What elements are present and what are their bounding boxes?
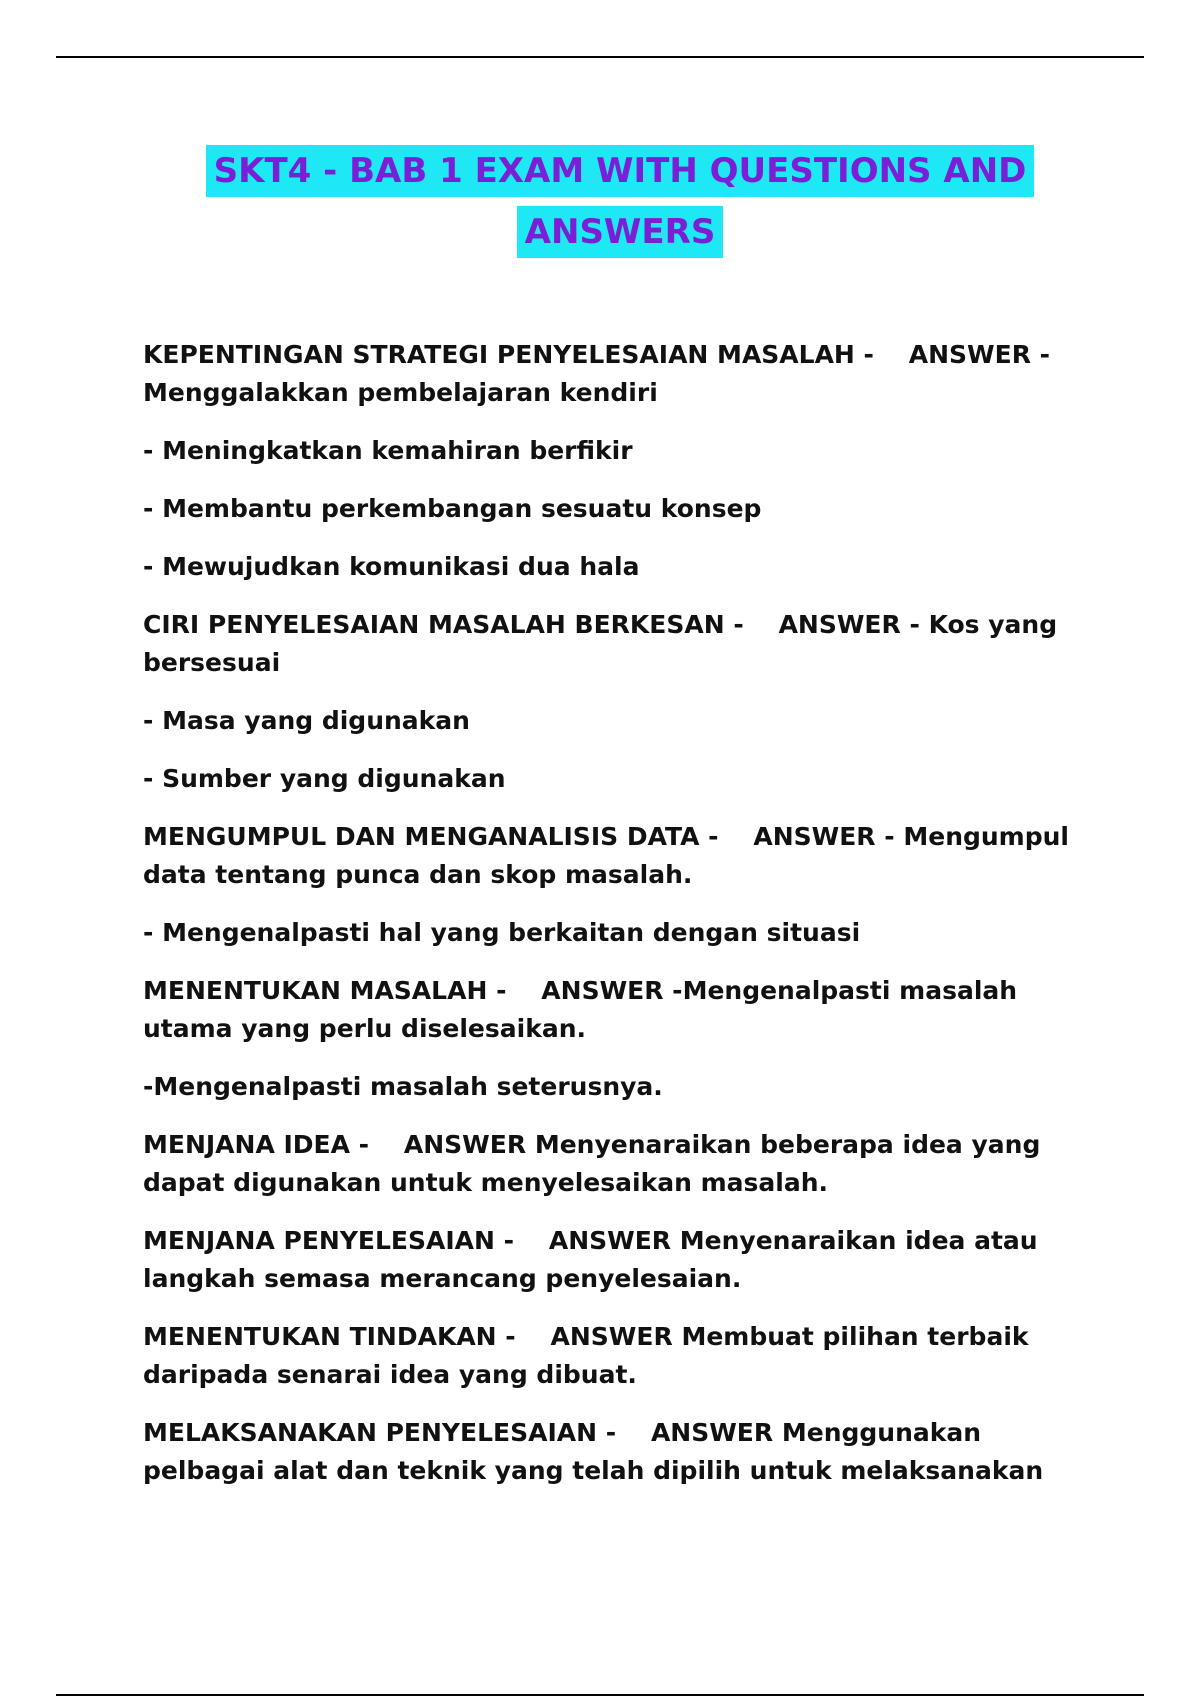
title-line-1: SKT4 - BAB 1 EXAM WITH QUESTIONS AND: [206, 145, 1035, 197]
answer-label: ANSWER -: [908, 340, 1051, 369]
answer-text: Menggunakan pelbagai alat dan teknik yang telah dipilih untuk melaksanakan: [143, 1418, 1044, 1485]
answer-text: Mengenalpasti masalah utama yang perlu diselesaikan.: [143, 976, 1018, 1043]
qa-content: [143, 336, 1083, 1510]
question-text: MENGUMPUL DAN MENGANALISIS DATA -: [143, 822, 719, 851]
answer-label: ANSWER -: [778, 610, 920, 639]
answer-label: ANSWER -: [541, 976, 683, 1005]
answer-point: - Meningkatkan kemahiran berfikir: [143, 436, 633, 465]
answer-label: ANSWER -: [753, 822, 895, 851]
answer-point: - Mengenalpasti hal yang berkaitan dengan situasi: [143, 918, 861, 947]
qa-entry: [143, 336, 1083, 412]
qa-entry: [143, 1126, 1083, 1202]
bottom-rule: [56, 1694, 1144, 1696]
answer-text: Menyenaraikan idea atau langkah semasa merancang penyelesaian.: [143, 1226, 1038, 1293]
answer-point: - Mewujudkan komunikasi dua hala: [143, 552, 640, 581]
answer-text: Mengumpul data tentang punca dan skop masalah.: [143, 822, 1069, 889]
answer-point: -Mengenalpasti masalah seterusnya.: [143, 1072, 663, 1101]
answer-text: Membuat pilihan terbaik daripada senarai idea yang dibuat.: [143, 1322, 1029, 1389]
answer-point: - Membantu perkembangan sesuatu konsep: [143, 494, 762, 523]
question-text: MENENTUKAN TINDAKAN -: [143, 1322, 516, 1351]
qa-entry: [143, 972, 1083, 1048]
qa-entry: [143, 1414, 1083, 1490]
question-text: MELAKSANAKAN PENYELESAIAN -: [143, 1418, 617, 1447]
answer-text: Menyenaraikan beberapa idea yang dapat digunakan untuk menyelesaikan masalah.: [143, 1130, 1041, 1197]
answer-point: - Sumber yang digunakan: [143, 764, 506, 793]
top-rule: [56, 56, 1144, 58]
answer-label: ANSWER: [550, 1322, 673, 1351]
answer-point: - Masa yang digunakan: [143, 706, 470, 735]
answer-label: ANSWER: [403, 1130, 527, 1159]
answer-text: Kos yang bersesuai: [143, 610, 1058, 677]
answer-label: ANSWER: [650, 1418, 774, 1447]
question-text: MENJANA IDEA -: [143, 1130, 370, 1159]
document-title: [0, 142, 1200, 264]
qa-entry: [143, 606, 1083, 682]
answer-label: ANSWER: [548, 1226, 672, 1255]
question-text: MENENTUKAN MASALAH -: [143, 976, 507, 1005]
title-line-2: ANSWERS: [517, 206, 724, 258]
qa-entry: [143, 818, 1083, 894]
qa-entry: [143, 1222, 1083, 1298]
question-text: CIRI PENYELESAIAN MASALAH BERKESAN -: [143, 610, 744, 639]
question-text: KEPENTINGAN STRATEGI PENYELESAIAN MASALAH -: [143, 340, 874, 369]
answer-text: Menggalakkan pembelajaran kendiri: [143, 378, 658, 407]
qa-entry: [143, 1318, 1083, 1394]
question-text: MENJANA PENYELESAIAN -: [143, 1226, 515, 1255]
